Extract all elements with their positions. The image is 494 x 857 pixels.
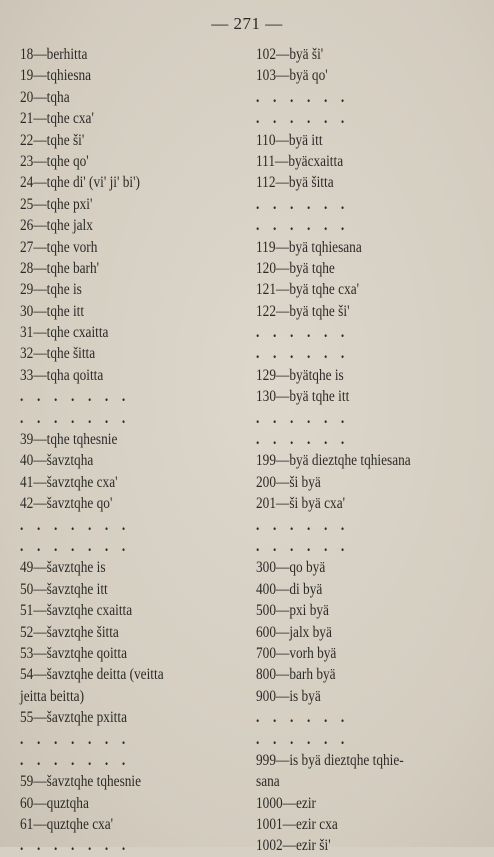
ellipsis-line: . . . . . . . (20, 409, 131, 427)
numeral-entry: 800—barh byä (256, 666, 336, 684)
numeral-entry: 49—šavztqhe is (20, 559, 106, 577)
numeral-entry: 27—tqhe vorh (20, 238, 98, 256)
numeral-entry: 201—ši byä cxa' (256, 495, 346, 513)
numeral-entry: 1000—ezir (256, 794, 316, 812)
numeral-entry: 102—byä ši' (256, 46, 324, 63)
numeral-entry: 112—byä šitta (256, 174, 334, 192)
numeral-entry: 199—byä dieztqhe tqhiesana (256, 452, 411, 470)
left-column (20, 44, 255, 857)
ellipsis-line: . . . . . . (256, 88, 350, 106)
numeral-entry: 111—byäcxaitta (256, 152, 344, 170)
numeral-entry: 23—tqhe qo' (20, 152, 89, 170)
numeral-entry: 121—byä tqhe cxa' (256, 281, 360, 299)
numeral-entry: 40—šavztqha (20, 452, 94, 470)
ellipsis-line: . . . . . . (256, 217, 350, 235)
numeral-entry: 50—šavztqhe itt (20, 580, 108, 598)
numeral-entry: 26—tqhe jalx (20, 217, 93, 235)
numeral-entry: 28—tqhe barh' (20, 259, 100, 277)
ellipsis-line: . . . . . . (256, 537, 350, 555)
numeral-entry: 122—byä tqhe ši' (256, 302, 350, 320)
numeral-entry: 54—šavztqhe deitta (veitta (20, 666, 164, 684)
numeral-entry: 119—byä tqhiesana (256, 238, 362, 256)
numeral-entry: 41—šavztqhe cxa' (20, 473, 118, 491)
ellipsis-line: . . . . . . (256, 110, 350, 128)
numeral-entry: 129—byätqhe is (256, 366, 344, 384)
numeral-entry: 600—jalx byä (256, 623, 332, 641)
ellipsis-line: . . . . . . (256, 431, 350, 449)
numeral-entry: 21—tqhe cxa' (20, 110, 94, 128)
ellipsis-line: . . . . . . (256, 409, 350, 427)
numeral-entry: 30—tqhe itt (20, 302, 85, 320)
numeral-entry: 61—quztqhe cxa' (20, 816, 114, 834)
numeral-entry: 24—tqhe di' (vi' ji' bi') (20, 174, 140, 192)
ellipsis-line: . . . . . . . (20, 516, 131, 534)
numeral-entry: 42—šavztqhe qo' (20, 495, 113, 513)
ellipsis-line: . . . . . . (256, 709, 350, 727)
numeral-entry: 999—is byä dieztqhe tqhie- (256, 751, 404, 769)
numeral-entry: 900—is byä (256, 687, 321, 705)
numeral-entry: 110—byä itt (256, 131, 323, 149)
numeral-entry: 22—tqhe ši' (20, 131, 85, 149)
numeral-entry: sana (256, 773, 280, 791)
ellipsis-line: . . . . . . . (20, 537, 131, 555)
numeral-entry: 500—pxi byä (256, 602, 329, 620)
numeral-entry: 200—ši byä (256, 473, 321, 491)
ellipsis-line: . . . . . . (256, 324, 350, 342)
ellipsis-line: . . . . . . . (20, 837, 131, 855)
numeral-entry: 39—tqhe tqhesnie (20, 431, 118, 449)
numeral-entry: 52—šavztqhe šitta (20, 623, 119, 641)
numeral-entry: 51—šavztqhe cxaitta (20, 602, 133, 620)
numeral-entry: 31—tqhe cxaitta (20, 324, 109, 342)
numeral-entry: 300—qo byä (256, 559, 326, 577)
ellipsis-line: . . . . . . (256, 195, 350, 213)
numeral-entry: 400—di byä (256, 580, 323, 598)
numeral-entry: 103—byä qo' (256, 67, 328, 85)
numeral-entry: 33—tqha qoitta (20, 366, 104, 384)
right-column (256, 44, 488, 857)
numeral-entry: 130—byä tqhe itt (256, 388, 350, 406)
numeral-entry: 18—berhitta (20, 46, 88, 63)
numeral-entry: 700—vorh byä (256, 644, 337, 662)
ellipsis-line: . . . . . . . (20, 730, 131, 748)
numeral-entry: 19—tqhiesna (20, 67, 92, 85)
numeral-entry: 60—quztqha (20, 794, 89, 812)
numeral-entry: 25—tqhe pxi' (20, 195, 93, 213)
ellipsis-line: . . . . . . (256, 345, 350, 363)
numeral-entry: 32—tqhe šitta (20, 345, 96, 363)
numeral-entry: 59—šavztqhe tqhesnie (20, 773, 142, 791)
numeral-entry: 29—tqhe is (20, 281, 82, 299)
numeral-entry: 1002—ezir ši' (256, 837, 331, 855)
page-number: — 271 — (211, 14, 283, 33)
numeral-entry: 55—šavztqhe pxitta (20, 709, 127, 727)
ellipsis-line: . . . . . . . (20, 388, 131, 406)
ellipsis-line: . . . . . . (256, 516, 350, 534)
numeral-entry: 120—byä tqhe (256, 259, 335, 277)
numeral-entry: 1001—ezir cxa (256, 816, 338, 834)
numeral-entry: 53—šavztqhe qoitta (20, 644, 127, 662)
numeral-entry: jeitta beitta) (20, 687, 85, 705)
ellipsis-line: . . . . . . (256, 730, 350, 748)
numeral-entry: 20—tqha (20, 88, 70, 106)
ellipsis-line: . . . . . . . (20, 751, 131, 769)
